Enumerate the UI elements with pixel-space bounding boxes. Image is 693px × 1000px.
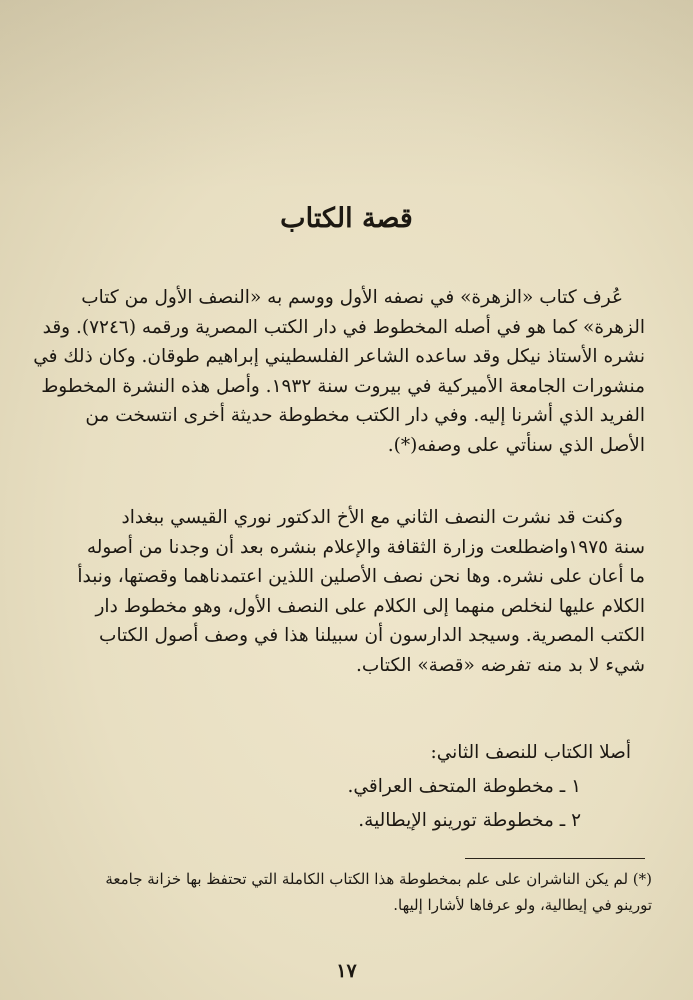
- sources-list: [71, 736, 631, 838]
- paragraph-1-line: عُرف كتاب «الزهرة» في نصفه الأول ووسم به «النصف الأول من كتاب: [81, 287, 623, 308]
- page-number: ١٧: [336, 960, 357, 982]
- page-title: قصة الكتاب: [280, 203, 413, 234]
- footnote-line: تورينو في إيطالية، ولو عرفاها لأشارا إليها.: [393, 896, 652, 914]
- paragraph-1-line: الزهرة» كما هو في أصله المخطوط في دار الكتب المصرية ورقمه (٧٢٤٦). وقد: [42, 316, 645, 338]
- list-heading: أصلا الكتاب للنصف الثاني:: [430, 742, 631, 763]
- paragraph-2-line: الكلام عليها لنخلص منهما إلى الكلام على النصف الأول، وهو مخطوط دار: [95, 595, 645, 617]
- footnote-line: (*) لم يكن الناشران على علم بمخطوطة هذا الكتاب الكاملة التي تحتفظ بها خزانة جامعة: [105, 870, 652, 888]
- paragraph-1-line: منشورات الجامعة الأميركية في بيروت سنة ١٩٣٢. وأصل هذه النشرة المخطوط: [41, 375, 645, 397]
- paragraph-2-line: ما أعان على نشره. وها نحن نصف الأصلين اللذين اعتمدناهما وقصتها، ونبدأ: [77, 566, 645, 588]
- paragraph-2-line: الكتب المصرية. وسيجد الدارسون أن سبيلنا هذا في وصف أصول الكتاب: [99, 625, 645, 647]
- footnote: [50, 866, 652, 918]
- list-item: ٢ ـ مخطوطة تورينو الإيطالية.: [358, 810, 581, 831]
- paragraph-1-line: الفريد الذي أشرنا إليه. وفي دار الكتب مخطوطة حديثة أخرى انتسخت من: [85, 405, 645, 427]
- paragraph-2-line: شيء لا بد منه تفرضه «قصة» الكتاب.: [355, 654, 645, 676]
- paragraph-2-line: وكنت قد نشرت النصف الثاني مع الأخ الدكتور نوري القيسي ببغداد: [121, 507, 623, 528]
- show-through-area: [0, 0, 693, 190]
- list-item: ١ ـ مخطوطة المتحف العراقي.: [347, 776, 581, 797]
- paragraph-1-line: نشره الأستاذ نيكل وقد ساعده الشاعر الفلسطيني إبراهيم طوقان. وكان ذلك في: [33, 346, 645, 368]
- paragraph-1-line: الأصل الذي سنأتي على وصفه(*).: [387, 434, 645, 456]
- paragraph-2-line: سنة ١٩٧٥واضطلعت وزارة الثقافة والإعلام بنشره بعد أن وجدنا من أصوله: [86, 536, 645, 558]
- paragraph-2: [60, 503, 645, 681]
- footnote-divider: [465, 858, 645, 859]
- paragraph-1: [33, 283, 645, 461]
